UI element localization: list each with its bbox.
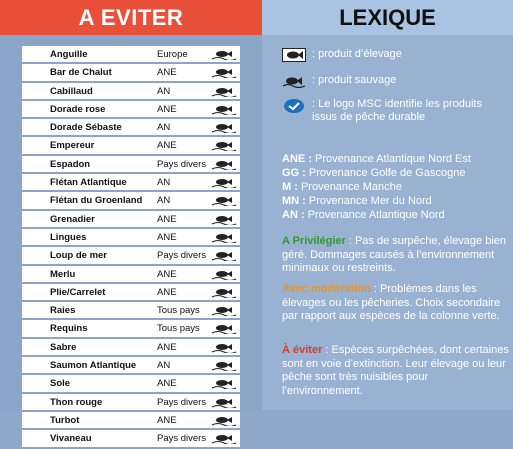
species-origin: AN xyxy=(157,122,171,134)
species-name: Anguille xyxy=(50,49,88,60)
wild-fish-icon xyxy=(211,177,237,188)
legend-wild xyxy=(282,74,396,88)
wild-fish-icon xyxy=(211,342,237,353)
code-row xyxy=(282,194,471,208)
species-origin: Tous pays xyxy=(157,323,200,335)
table-row xyxy=(22,375,240,393)
wild-fish-icon xyxy=(211,287,237,298)
avoid-paragraph xyxy=(282,344,510,398)
wild-fish-icon xyxy=(211,214,237,225)
species-origin: Pays divers xyxy=(157,158,207,170)
legend-farmed xyxy=(282,48,402,62)
species-origin: ANE xyxy=(157,231,177,243)
code-desc: Provenance Mer du Nord xyxy=(308,195,432,207)
table-row xyxy=(22,64,240,82)
species-name: Vivaneau xyxy=(50,433,92,445)
species-name: Thon rouge xyxy=(50,396,103,408)
table-row xyxy=(22,320,240,338)
moderate-paragraph xyxy=(282,283,510,324)
code: M : xyxy=(282,181,298,193)
wild-fish-icon xyxy=(211,104,237,115)
table-row xyxy=(22,339,240,357)
table-row xyxy=(22,357,240,375)
species-name: Plie/Carrelet xyxy=(50,286,106,298)
legend-farmed-label: : produit d’élevage xyxy=(312,48,402,60)
species-name: Sabre xyxy=(50,341,77,353)
species-name: Dorade rose xyxy=(50,103,106,115)
legend-msc-label: : Le logo MSC identifie les produits issus de pêche durable xyxy=(312,98,482,123)
species-origin: ANE xyxy=(157,67,177,79)
species-name: Dorade Sébaste xyxy=(50,122,122,134)
table-row xyxy=(22,247,240,265)
code-row xyxy=(282,152,471,166)
species-origin: Pays divers xyxy=(157,433,207,445)
species-origin: AN xyxy=(157,85,171,97)
table-row xyxy=(22,101,240,119)
species-name: Bar de Chalut xyxy=(50,67,112,79)
avoid-table xyxy=(22,46,240,449)
wild-fish-icon xyxy=(211,49,237,60)
species-name: Raies xyxy=(50,305,76,317)
code-row xyxy=(282,208,471,222)
wild-fish-icon xyxy=(211,378,237,389)
species-origin: AN xyxy=(157,360,171,372)
species-origin: Pays divers xyxy=(157,250,207,262)
species-name: Saumon Atlantique xyxy=(50,360,137,372)
species-origin: ANE xyxy=(157,378,177,390)
species-origin: Tous pays xyxy=(157,305,200,317)
code-row xyxy=(282,166,471,180)
table-row xyxy=(22,266,240,284)
species-name: Loup de mer xyxy=(50,250,108,262)
species-origin: ANE xyxy=(157,414,177,426)
wild-fish-icon xyxy=(211,67,237,78)
avoid-text: : Espèces surpêchées, dont certaines sont en voie d’extinction. Leur élevage ou leur pêche sont très nuisibles pour l’environnement. xyxy=(282,344,509,397)
wild-fish-icon xyxy=(211,122,237,133)
code-desc: Provenance Golfe de Gascogne xyxy=(308,167,466,179)
code-desc: Provenance Atlantique Nord xyxy=(307,209,445,221)
code-desc: Provenance Manche xyxy=(300,181,402,193)
wild-fish-icon xyxy=(211,397,237,408)
favor-text: : Pas de surpêche, élevage bien géré. Dommages causés à l’environnement minimaux ou restreints. xyxy=(282,235,507,274)
table-row xyxy=(22,119,240,137)
wild-fish-icon xyxy=(211,305,237,316)
species-origin: ANE xyxy=(157,286,177,298)
wild-fish-icon xyxy=(211,250,237,261)
species-origin: Pays divers xyxy=(157,396,207,408)
species-name: Merlu xyxy=(50,268,76,280)
favor-paragraph xyxy=(282,235,510,276)
species-name: Turbot xyxy=(50,414,80,426)
table-row xyxy=(22,137,240,155)
species-origin: Europe xyxy=(157,49,188,60)
code: AN : xyxy=(282,209,305,221)
table-row xyxy=(22,284,240,302)
table-row xyxy=(22,430,240,448)
table-row xyxy=(22,229,240,247)
moderate-label: Avec modération xyxy=(282,283,371,295)
lexicon-title: LEXIQUE xyxy=(262,0,513,35)
table-row xyxy=(22,174,240,192)
wild-fish-icon xyxy=(211,269,237,280)
origin-codes xyxy=(282,152,471,222)
species-name: Cabillaud xyxy=(50,85,93,97)
code: GG : xyxy=(282,167,306,179)
wild-fish-icon xyxy=(211,195,237,206)
species-name: Grenadier xyxy=(50,213,95,225)
wild-fish-icon xyxy=(211,140,237,151)
table-row xyxy=(22,156,240,174)
wild-fish-icon xyxy=(211,232,237,243)
legend-msc xyxy=(282,98,507,124)
species-origin: ANE xyxy=(157,213,177,225)
wild-fish-icon xyxy=(211,415,237,426)
wild-fish-icon xyxy=(282,74,306,88)
code-row xyxy=(282,180,471,194)
wild-fish-icon xyxy=(211,159,237,170)
table-row xyxy=(22,211,240,229)
species-origin: ANE xyxy=(157,140,177,152)
table-row xyxy=(22,83,240,101)
code: ANE : xyxy=(282,153,312,165)
species-origin: AN xyxy=(157,177,171,189)
species-name: Flétan Atlantique xyxy=(50,177,127,189)
wild-fish-icon xyxy=(211,86,237,97)
wild-fish-icon xyxy=(211,323,237,334)
table-row xyxy=(22,394,240,412)
table-row xyxy=(22,412,240,430)
species-name: Sole xyxy=(50,378,71,390)
avoid-label: À éviter xyxy=(282,344,323,356)
farmed-fish-icon xyxy=(282,48,306,62)
avoid-title: A EVITER xyxy=(0,0,262,35)
favor-label: A Privilégier xyxy=(282,235,346,247)
wild-fish-icon xyxy=(211,360,237,371)
table-row xyxy=(22,192,240,210)
species-origin: ANE xyxy=(157,103,177,115)
code-desc: Provenance Atlantique Nord Est xyxy=(315,153,471,165)
lexicon-panel xyxy=(262,0,513,410)
species-name: Flétan du Groenland xyxy=(50,195,143,207)
species-name: Lingues xyxy=(50,231,87,243)
species-name: Requins xyxy=(50,323,88,335)
table-row xyxy=(22,46,240,64)
species-name: Espadon xyxy=(50,158,91,170)
moderate-text: : Problèmes dans les élevages ou les pêcheries. Choix secondaire par rapport aux espèces de la colonne verte. xyxy=(282,283,501,322)
msc-logo-icon xyxy=(282,98,306,114)
code: MN : xyxy=(282,195,306,207)
wild-fish-icon xyxy=(211,433,237,444)
table-row xyxy=(22,302,240,320)
species-origin: AN xyxy=(157,195,171,207)
legend-wild-label: : produit sauvage xyxy=(312,74,397,86)
species-origin: ANE xyxy=(157,268,177,280)
species-origin: ANE xyxy=(157,341,177,353)
species-name: Empereur xyxy=(50,140,95,152)
